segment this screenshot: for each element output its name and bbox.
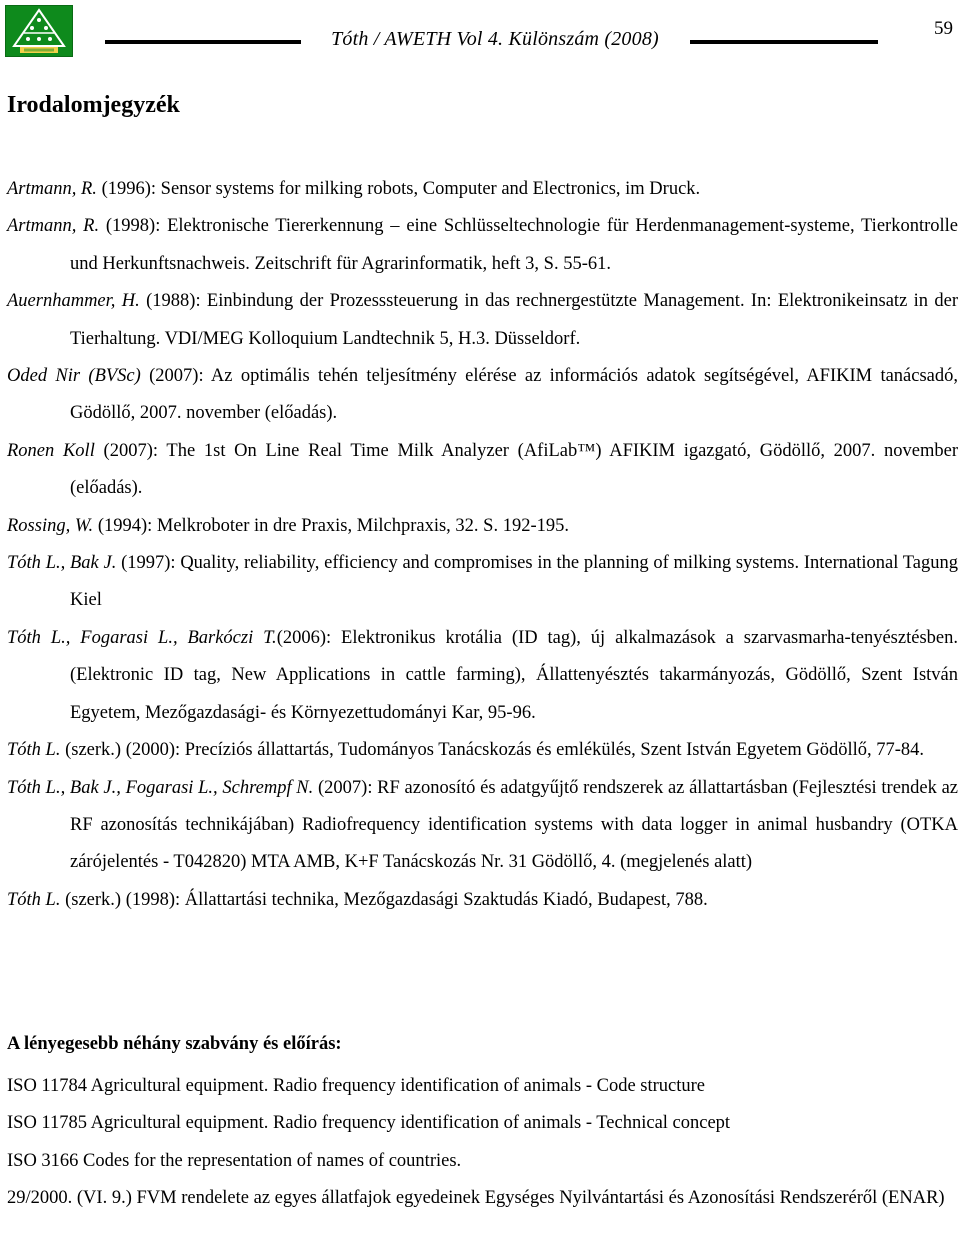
reference-item	[7, 358, 958, 433]
reference-item	[7, 508, 958, 545]
reference-authors: Tóth L., Fogarasi L., Barkóczi T.	[7, 627, 277, 648]
standard-item: ISO 11785 Agricultural equipment. Radio frequency identification of animals - Technical concept	[7, 1113, 731, 1134]
reference-item	[7, 208, 958, 283]
reference-item	[7, 882, 958, 919]
reference-authors: Artmann, R.	[7, 179, 97, 199]
reference-authors: Tóth L.	[7, 740, 61, 761]
reference-authors: Artmann, R.	[7, 216, 100, 237]
reference-text: (szerk.) (2000): Precíziós állattartás, Tudományos Tanácskozás és emlékülés, Szent István Egyetem Gödöllő, 77-84.	[60, 740, 925, 761]
reference-text: (1997): Quality, reliability, efficiency and compromises in the planning of milking systems. International Tagung Kiel	[70, 553, 958, 611]
reference-item	[7, 283, 958, 358]
reference-text: (1996): Sensor systems for milking robots, Computer and Electronics, im Druck.	[96, 179, 701, 199]
reference-text: (1994): Melkroboter in dre Praxis, Milchpraxis, 32. S. 192-195.	[93, 515, 569, 536]
reference-list	[7, 171, 958, 919]
reference-authors: Tóth L.	[7, 889, 61, 910]
reference-text: (2007): The 1st On Line Real Time Milk Analyzer (AfiLab™) AFIKIM igazgató, Gödöllő, 2007. november (előadás).	[70, 440, 958, 499]
standards-title: A lényegesebb néhány szabvány és előírás:	[7, 1034, 342, 1054]
standard-item: ISO 11784 Agricultural equipment. Radio frequency identification of animals - Code structure	[7, 1076, 706, 1096]
reference-item	[7, 171, 958, 208]
reference-authors: Auernhammer, H.	[7, 291, 140, 312]
reference-authors: Ronen Koll	[7, 440, 95, 461]
reference-authors: Rossing, W.	[7, 515, 94, 536]
reference-authors: Tóth L., Bak J.	[7, 553, 117, 574]
reference-text: (1998): Elektronische Tiererkennung – eine Schlüsseltechnologie für Herdenmanagement-systeme, Tierkontrolle und Herkunftsnachweis. Zeitschrift für Agrarinformatik, heft 3, S. 55-61.	[70, 216, 958, 274]
reference-item	[7, 770, 958, 882]
reference-text: (szerk.) (1998): Állattartási technika, Mezőgazdasági Szaktudás Kiadó, Budapest, 788.	[60, 889, 708, 910]
reference-text: (2007): RF azonosító és adatgyűjtő rendszerek az állattartásban (Fejlesztési trendek az RF azonosítás technikájában) Radiofrequency identification systems with data logger in animal husbandry (OTKA zárójelentés - T042820) MTA AMB, K+F Tanácskozás Nr. 31 Gödöllő, 4. (megjelenés alatt)	[70, 777, 959, 873]
standard-item: ISO 3166 Codes for the representation of names of countries.	[7, 1150, 462, 1171]
header-rule-right	[690, 40, 878, 44]
section-title: Irodalomjegyzék	[7, 92, 180, 118]
running-title: Tóth / AWETH Vol 4. Különszám (2008)	[331, 28, 659, 50]
reference-text: (2006): Elektronikus krotália (ID tag), új alkalmazások a szarvasmarha-tenyésztésben. (Elektronic ID tag, New Applications in cattle farming), Állattenyésztés takarmányozás, Gödöllő, Szent István Egyetem, Mezőgazdasági- és Környezettudományi Kar, 95-96.	[70, 627, 958, 723]
standards-list	[7, 1068, 958, 1218]
reference-authors: Oded Nir (BVSc)	[7, 366, 141, 387]
page-number: 59	[934, 18, 953, 39]
reference-item	[7, 620, 958, 732]
header-rule-left	[105, 40, 301, 44]
journal-logo-icon	[5, 5, 73, 57]
reference-text: (1988): Einbindung der Prozesssteuerung in das rechnergestützte Management. In: Elektronikeinsatz in der Tierhaltung. VDI/MEG Kolloquium Landtechnik 5, H.3. Düsseldorf.	[70, 291, 959, 349]
reference-authors: Tóth L., Bak J., Fogarasi L., Schrempf N.	[7, 777, 314, 798]
standard-item: 29/2000. (VI. 9.) FVM rendelete az egyes állatfajok egyedeinek Egységes Nyilvántartási és Azonosítási Rendszeréről (ENAR)	[7, 1188, 945, 1209]
reference-item	[7, 732, 958, 769]
reference-item	[7, 545, 958, 620]
reference-text: (2007): Az optimális tehén teljesítmény elérése az információs adatok segítségével, AFIKIM tanácsadó, Gödöllő, 2007. november (előadás).	[70, 366, 958, 424]
reference-item	[7, 433, 958, 508]
page-header	[0, 0, 960, 62]
